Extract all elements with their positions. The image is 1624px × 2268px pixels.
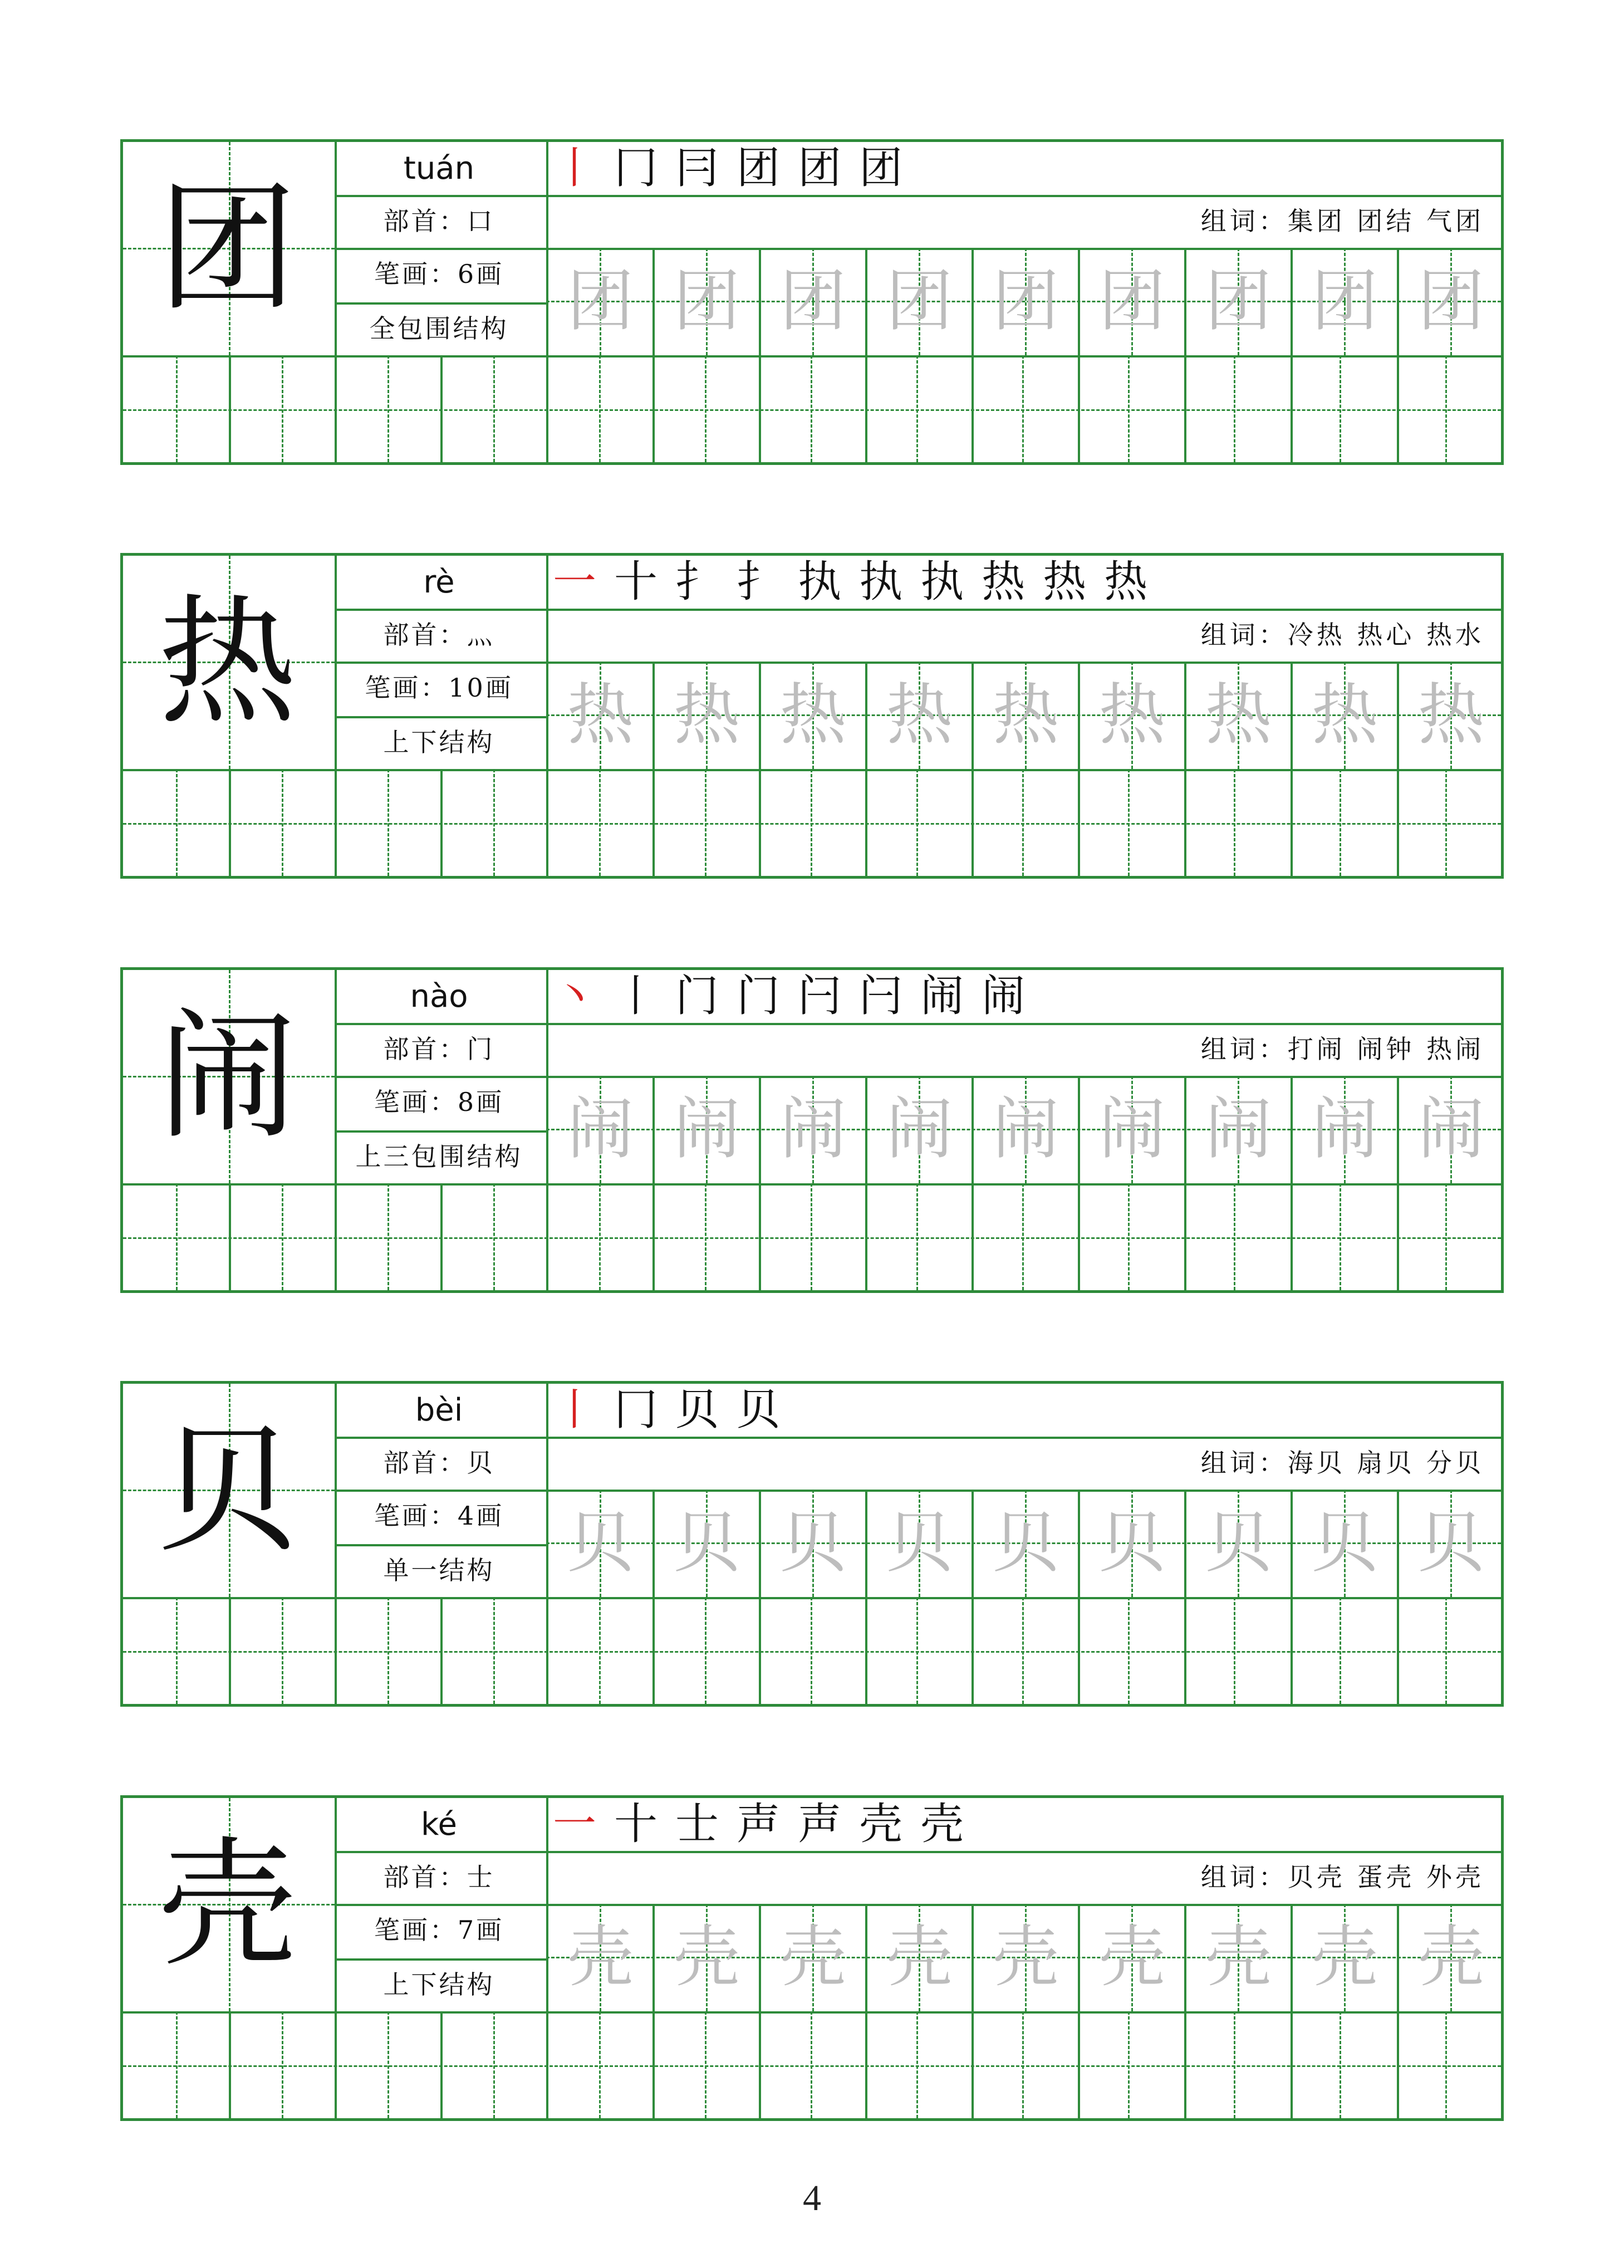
guide-line bbox=[1128, 769, 1130, 876]
guide-line bbox=[599, 1183, 601, 1290]
trace-character: 团 bbox=[673, 263, 740, 340]
guide-line bbox=[1340, 2011, 1341, 2118]
stroke-step: 热 bbox=[1104, 557, 1156, 607]
guide-line bbox=[599, 2011, 601, 2118]
stroke-count: 笔画：6画 bbox=[374, 259, 504, 289]
stroke-step: 门 bbox=[737, 971, 788, 1021]
guide-line bbox=[811, 355, 812, 462]
grid-line-vertical bbox=[229, 1183, 231, 1290]
word-examples: 组词：海贝 扇贝 分贝 bbox=[1200, 1448, 1484, 1478]
trace-character: 团 bbox=[1417, 263, 1485, 340]
trace-character: 闹 bbox=[779, 1091, 847, 1168]
structure: 全包围结构 bbox=[369, 313, 509, 344]
guide-line bbox=[176, 355, 178, 462]
stroke-count: 笔画：4画 bbox=[374, 1501, 504, 1531]
stroke-order bbox=[553, 1798, 982, 1851]
radical: 部首：门 bbox=[383, 1034, 495, 1064]
guide-line bbox=[916, 1183, 918, 1290]
trace-character: 贝 bbox=[1417, 1505, 1485, 1582]
pinyin: tuán bbox=[403, 150, 475, 187]
structure: 上下结构 bbox=[383, 727, 495, 757]
main-character: 壳 bbox=[158, 1824, 297, 1986]
stroke-step: 闹 bbox=[920, 971, 972, 1021]
guide-line bbox=[811, 1183, 812, 1290]
main-character: 闹 bbox=[158, 996, 297, 1158]
trace-character: 热 bbox=[1205, 677, 1272, 754]
pinyin: ké bbox=[421, 1806, 457, 1843]
guide-line bbox=[1128, 1597, 1130, 1704]
main-character: 热 bbox=[158, 581, 297, 743]
stroke-step: 执 bbox=[798, 557, 850, 607]
grid-line-vertical bbox=[229, 1597, 231, 1704]
grid-line-vertical bbox=[440, 355, 443, 462]
stroke-step: 贝 bbox=[737, 1385, 788, 1435]
guide-line bbox=[705, 769, 706, 876]
trace-character: 热 bbox=[886, 677, 953, 754]
stroke-step: 壳 bbox=[920, 1799, 972, 1849]
guide-line bbox=[493, 2011, 495, 2118]
guide-line bbox=[176, 769, 178, 876]
word-examples: 组词：冷热 热心 热水 bbox=[1200, 620, 1484, 650]
guide-line bbox=[1234, 1597, 1235, 1704]
stroke-count: 笔画：10画 bbox=[365, 673, 513, 703]
guide-line bbox=[1022, 1183, 1024, 1290]
guide-line bbox=[1340, 1183, 1341, 1290]
guide-line bbox=[1445, 2011, 1447, 2118]
pinyin: bèi bbox=[415, 1392, 463, 1428]
trace-character: 热 bbox=[1098, 677, 1166, 754]
stroke-step: 十 bbox=[614, 557, 666, 607]
guide-line bbox=[176, 2011, 178, 2118]
guide-line bbox=[811, 769, 812, 876]
trace-character: 贝 bbox=[673, 1505, 740, 1582]
character-card bbox=[120, 1381, 1504, 1707]
guide-line bbox=[493, 1183, 495, 1290]
stroke-count: 笔画：7画 bbox=[374, 1915, 504, 1945]
stroke-step: 团 bbox=[737, 143, 788, 193]
guide-line bbox=[1128, 1183, 1130, 1290]
stroke-step: 一 bbox=[553, 1799, 605, 1849]
trace-character: 壳 bbox=[673, 1919, 740, 1996]
guide-line bbox=[1340, 769, 1341, 876]
grid-line-vertical bbox=[229, 769, 231, 876]
guide-line bbox=[493, 1597, 495, 1704]
pinyin: nào bbox=[410, 978, 468, 1015]
stroke-step: 扌 bbox=[675, 557, 727, 607]
stroke-step: 执 bbox=[920, 557, 972, 607]
trace-character: 壳 bbox=[1311, 1919, 1378, 1996]
trace-character: 热 bbox=[992, 677, 1059, 754]
guide-line bbox=[705, 1597, 706, 1704]
guide-line bbox=[493, 355, 495, 462]
trace-character: 闹 bbox=[1417, 1091, 1485, 1168]
stroke-step: 丨 bbox=[553, 1385, 605, 1435]
stroke-step: 十 bbox=[614, 1799, 666, 1849]
stroke-step: 丨 bbox=[553, 143, 605, 193]
guide-line bbox=[282, 769, 283, 876]
guide-line bbox=[176, 1597, 178, 1704]
guide-line bbox=[387, 1183, 389, 1290]
stroke-step: 一 bbox=[553, 557, 605, 607]
guide-line bbox=[705, 1183, 706, 1290]
guide-line bbox=[705, 2011, 706, 2118]
stroke-order bbox=[553, 970, 1043, 1023]
stroke-step: 团 bbox=[798, 143, 850, 193]
stroke-step: 冃 bbox=[675, 143, 727, 193]
word-examples: 组词：贝壳 蛋壳 外壳 bbox=[1200, 1862, 1484, 1892]
guide-line bbox=[916, 2011, 918, 2118]
guide-line bbox=[387, 1597, 389, 1704]
pinyin: rè bbox=[423, 564, 455, 600]
stroke-step: 执 bbox=[859, 557, 911, 607]
trace-character: 贝 bbox=[1311, 1505, 1378, 1582]
structure: 上三包围结构 bbox=[355, 1142, 523, 1172]
guide-line bbox=[1022, 1597, 1024, 1704]
guide-line bbox=[387, 355, 389, 462]
character-card bbox=[120, 1795, 1504, 2121]
grid-line-vertical bbox=[440, 769, 443, 876]
main-character: 贝 bbox=[158, 1409, 297, 1571]
trace-character: 壳 bbox=[1205, 1919, 1272, 1996]
trace-character: 壳 bbox=[1098, 1919, 1166, 1996]
stroke-order bbox=[553, 556, 1165, 609]
guide-line bbox=[1445, 355, 1447, 462]
stroke-step: 热 bbox=[1043, 557, 1095, 607]
trace-character: 贝 bbox=[1098, 1505, 1166, 1582]
guide-line bbox=[282, 2011, 283, 2118]
trace-character: 壳 bbox=[567, 1919, 634, 1996]
guide-line bbox=[811, 2011, 812, 2118]
stroke-step: 声 bbox=[798, 1799, 850, 1849]
stroke-step: 壳 bbox=[859, 1799, 911, 1849]
guide-line bbox=[1022, 769, 1024, 876]
guide-line bbox=[1340, 355, 1341, 462]
stroke-step: 士 bbox=[675, 1799, 727, 1849]
trace-character: 闹 bbox=[673, 1091, 740, 1168]
trace-character: 热 bbox=[1311, 677, 1378, 754]
trace-character: 热 bbox=[567, 677, 634, 754]
guide-line bbox=[599, 355, 601, 462]
guide-line bbox=[1234, 1183, 1235, 1290]
trace-character: 壳 bbox=[992, 1919, 1059, 1996]
stroke-step: 闩 bbox=[798, 971, 850, 1021]
character-card bbox=[120, 553, 1504, 879]
trace-character: 贝 bbox=[1205, 1505, 1272, 1582]
trace-character: 壳 bbox=[886, 1919, 953, 1996]
trace-character: 贝 bbox=[779, 1505, 847, 1582]
guide-line bbox=[493, 769, 495, 876]
guide-line bbox=[1128, 355, 1130, 462]
word-examples: 组词：打闹 闹钟 热闹 bbox=[1200, 1034, 1484, 1064]
stroke-order bbox=[553, 142, 920, 195]
stroke-step: 冂 bbox=[614, 143, 666, 193]
guide-line bbox=[1234, 769, 1235, 876]
trace-character: 壳 bbox=[1417, 1919, 1485, 1996]
guide-line bbox=[1234, 2011, 1235, 2118]
trace-character: 团 bbox=[992, 263, 1059, 340]
guide-line bbox=[1445, 769, 1447, 876]
grid-line-vertical bbox=[440, 1597, 443, 1704]
guide-line bbox=[1022, 355, 1024, 462]
trace-character: 团 bbox=[1098, 263, 1166, 340]
word-examples: 组词：集团 团结 气团 bbox=[1200, 206, 1484, 236]
trace-character: 团 bbox=[886, 263, 953, 340]
stroke-step: 闩 bbox=[859, 971, 911, 1021]
guide-line bbox=[282, 355, 283, 462]
guide-line bbox=[1128, 2011, 1130, 2118]
radical: 部首：口 bbox=[383, 206, 495, 236]
trace-character: 热 bbox=[673, 677, 740, 754]
guide-line bbox=[1445, 1597, 1447, 1704]
guide-line bbox=[387, 2011, 389, 2118]
guide-line bbox=[1234, 355, 1235, 462]
stroke-step: 丨 bbox=[614, 971, 666, 1021]
guide-line bbox=[916, 769, 918, 876]
character-card bbox=[120, 967, 1504, 1293]
guide-line bbox=[176, 1183, 178, 1290]
trace-character: 闹 bbox=[1098, 1091, 1166, 1168]
stroke-step: 团 bbox=[859, 143, 911, 193]
trace-character: 团 bbox=[567, 263, 634, 340]
radical: 部首：贝 bbox=[383, 1448, 495, 1478]
trace-character: 贝 bbox=[992, 1505, 1059, 1582]
trace-character: 闹 bbox=[1205, 1091, 1272, 1168]
guide-line bbox=[1340, 1597, 1341, 1704]
radical: 部首：士 bbox=[383, 1862, 495, 1892]
trace-character: 热 bbox=[1417, 677, 1485, 754]
trace-character: 闹 bbox=[567, 1091, 634, 1168]
guide-line bbox=[811, 1597, 812, 1704]
trace-character: 闹 bbox=[1311, 1091, 1378, 1168]
main-character: 团 bbox=[158, 168, 297, 330]
guide-line bbox=[916, 1597, 918, 1704]
guide-line bbox=[282, 1183, 283, 1290]
trace-character: 热 bbox=[779, 677, 847, 754]
structure: 上下结构 bbox=[383, 1970, 495, 2000]
character-card bbox=[120, 139, 1504, 465]
guide-line bbox=[599, 769, 601, 876]
stroke-count: 笔画：8画 bbox=[374, 1087, 504, 1117]
grid-line-vertical bbox=[440, 1183, 443, 1290]
stroke-step: 声 bbox=[737, 1799, 788, 1849]
trace-character: 贝 bbox=[886, 1505, 953, 1582]
stroke-step: 热 bbox=[982, 557, 1033, 607]
page-number: 4 bbox=[803, 2178, 821, 2218]
stroke-step: 闹 bbox=[982, 971, 1033, 1021]
trace-character: 壳 bbox=[779, 1919, 847, 1996]
stroke-step: 贝 bbox=[675, 1385, 727, 1435]
structure: 单一结构 bbox=[383, 1555, 495, 1585]
stroke-step: 扌 bbox=[737, 557, 788, 607]
grid-line-vertical bbox=[229, 355, 231, 462]
guide-line bbox=[1445, 1183, 1447, 1290]
stroke-order bbox=[553, 1384, 798, 1437]
trace-character: 团 bbox=[779, 263, 847, 340]
guide-line bbox=[916, 355, 918, 462]
trace-character: 闹 bbox=[886, 1091, 953, 1168]
grid-line-vertical bbox=[229, 2011, 231, 2118]
guide-line bbox=[599, 1597, 601, 1704]
grid-line-vertical bbox=[440, 2011, 443, 2118]
stroke-step: 门 bbox=[675, 971, 727, 1021]
trace-character: 贝 bbox=[567, 1505, 634, 1582]
stroke-step: 冂 bbox=[614, 1385, 666, 1435]
trace-character: 团 bbox=[1311, 263, 1378, 340]
guide-line bbox=[282, 1597, 283, 1704]
stroke-step: 丶 bbox=[553, 971, 605, 1021]
trace-character: 闹 bbox=[992, 1091, 1059, 1168]
guide-line bbox=[1022, 2011, 1024, 2118]
trace-character: 团 bbox=[1205, 263, 1272, 340]
radical: 部首：灬 bbox=[383, 620, 495, 650]
guide-line bbox=[705, 355, 706, 462]
guide-line bbox=[387, 769, 389, 876]
